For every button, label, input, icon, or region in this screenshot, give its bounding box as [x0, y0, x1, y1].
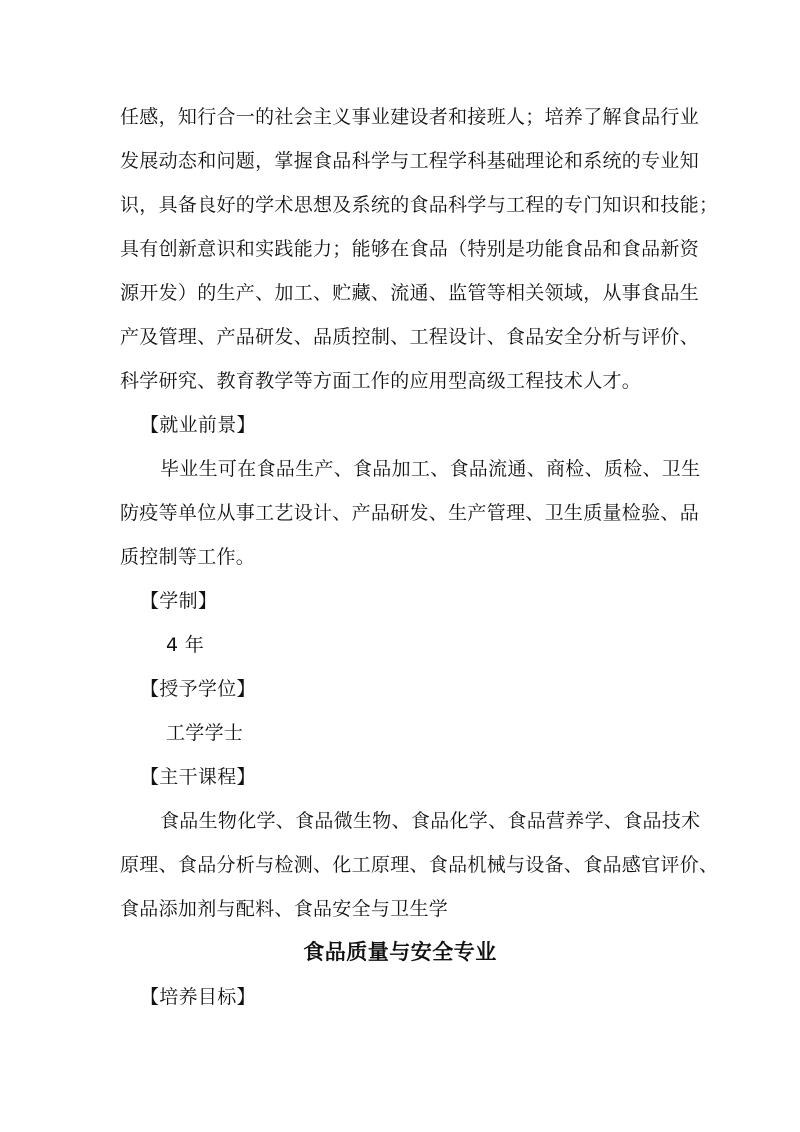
courses-line-3: 食品添加剂与配料、食品安全与卫生学: [120, 898, 449, 920]
degree-value: 工学学士: [166, 722, 244, 744]
intro-line-3: 识，具备良好的学术思想及系统的食品科学与工程的专门知识和技能；: [120, 194, 719, 216]
training-goal-heading: 【培养目标】: [140, 986, 256, 1008]
courses-line-2: 原理、食品分析与检测、化工原理、食品机械与设备、食品感官评价、: [120, 854, 719, 876]
intro-line-1: 任感，知行合一的社会主义事业建设者和接班人；培养了解食品行业: [120, 106, 700, 128]
duration-heading: 【学制】: [140, 590, 218, 612]
employment-heading: 【就业前景】: [140, 414, 256, 436]
intro-line-6: 产及管理、产品研发、品质控制、工程设计、食品安全分析与评价、: [120, 326, 700, 348]
intro-line-4: 具有创新意识和实践能力；能够在食品（特别是功能食品和食品新资: [120, 238, 700, 260]
employment-line-3: 质控制等工作。: [120, 546, 256, 568]
intro-line-5: 源开发）的生产、加工、贮藏、流通、监管等相关领域，从事食品生: [120, 282, 700, 304]
employment-line-2: 防疫等单位从事工艺设计、产品研发、生产管理、卫生质量检验、品: [120, 502, 700, 524]
employment-line-1: 毕业生可在食品生产、食品加工、食品流通、商检、质检、卫生: [160, 458, 701, 480]
intro-line-7: 科学研究、教育教学等方面工作的应用型高级工程技术人才。: [120, 370, 642, 392]
courses-line-1: 食品生物化学、食品微生物、食品化学、食品营养学、食品技术: [160, 810, 701, 832]
degree-heading: 【授予学位】: [140, 678, 256, 700]
duration-value: 4 年: [166, 634, 205, 656]
major-title: 食品质量与安全专业: [303, 940, 497, 964]
intro-line-2: 发展动态和问题，掌握食品科学与工程学科基础理论和系统的专业知: [120, 150, 700, 172]
courses-heading: 【主干课程】: [140, 766, 256, 788]
